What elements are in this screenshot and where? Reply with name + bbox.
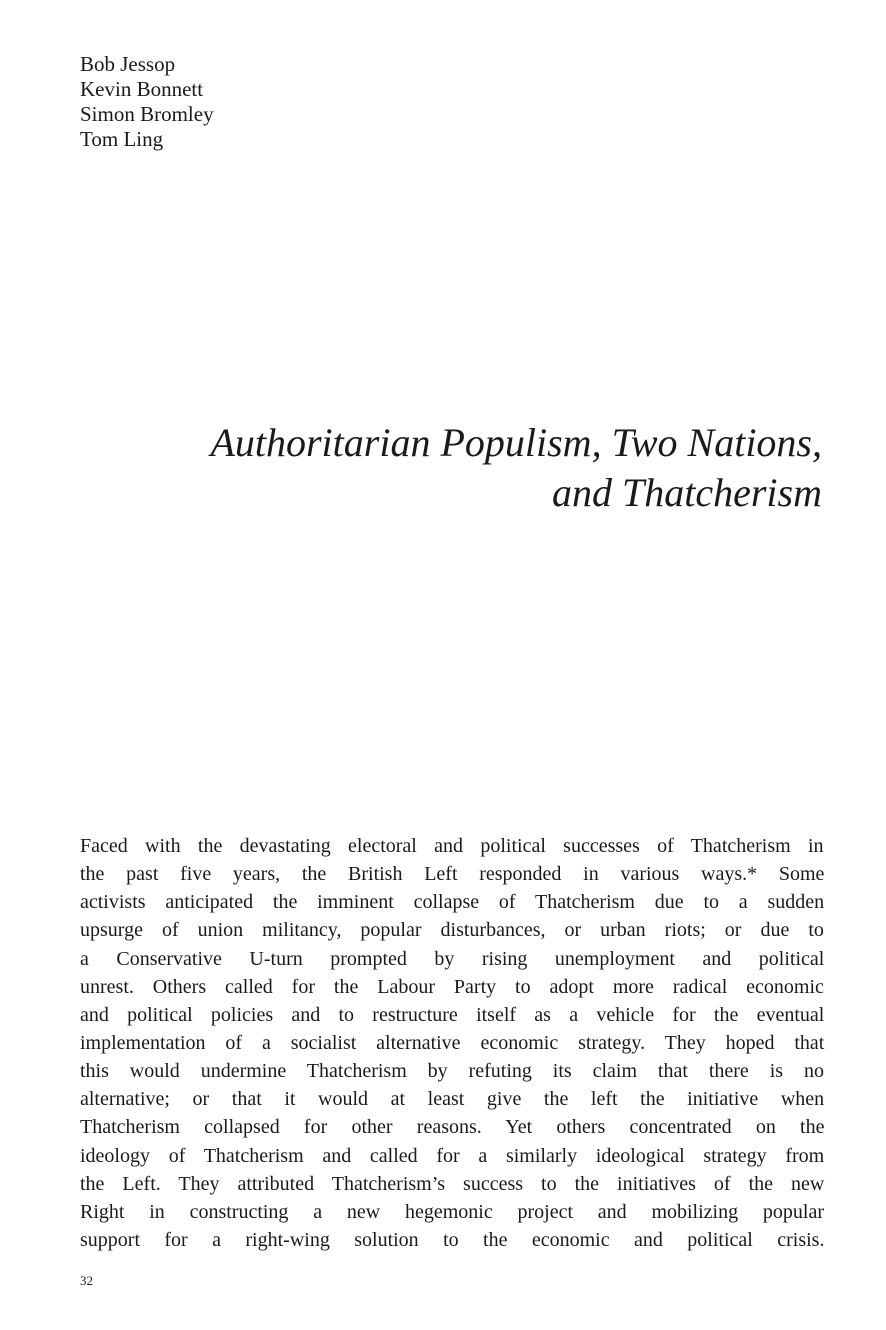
body-line: Thatcherism collapsed for other reasons. Yet others concentrated on the xyxy=(80,1116,825,1139)
author-name: Simon Bromley xyxy=(80,102,214,126)
body-line: activists anticipated the imminent collapse of Thatcherism due to a sudden xyxy=(80,891,825,914)
body-line: alternative; or that it would at least give the left the initiative when xyxy=(80,1088,825,1111)
page-number: 32 xyxy=(80,1273,93,1288)
body-line: a Conservative U-turn prompted by rising unemployment and political xyxy=(80,947,825,970)
body-paragraph xyxy=(80,832,824,1254)
author-name: Tom Ling xyxy=(80,127,164,151)
body-line: the Left. They attributed Thatcherism’s success to the initiatives of the new xyxy=(80,1172,825,1195)
author-list xyxy=(80,52,214,152)
body-line: Faced with the devastating electoral and political successes of Thatcherism in xyxy=(80,835,824,857)
author-name: Bob Jessop xyxy=(80,52,176,76)
body-line: this would undermine Thatcherism by refuting its claim that there is no xyxy=(80,1060,824,1083)
author-name: Kevin Bonnett xyxy=(80,77,204,101)
body-line: ideology of Thatcherism and called for a similarly ideological strategy from xyxy=(80,1144,825,1167)
body-line: the past five years, the British Left responded in various ways.* Some xyxy=(80,863,825,886)
body-line: upsurge of union militancy, popular disturbances, or urban riots; or due to xyxy=(80,919,824,942)
chapter-title xyxy=(102,418,822,518)
body-line: Right in constructing a new hegemonic project and mobilizing popular xyxy=(80,1200,824,1223)
body-line: and political policies and to restructure itself as a vehicle for the eventual xyxy=(80,1003,825,1026)
body-line: unrest. Others called for the Labour Party to adopt more radical economic xyxy=(80,975,824,998)
body-line: implementation of a socialist alternative economic strategy. They hoped that xyxy=(80,1031,825,1054)
chapter-title-line: Authoritarian Populism, Two Nations, xyxy=(210,420,822,465)
body-line: support for a right-wing solution to the economic and political crisis. xyxy=(80,1228,825,1251)
chapter-title-line: and Thatcherism xyxy=(552,470,822,515)
